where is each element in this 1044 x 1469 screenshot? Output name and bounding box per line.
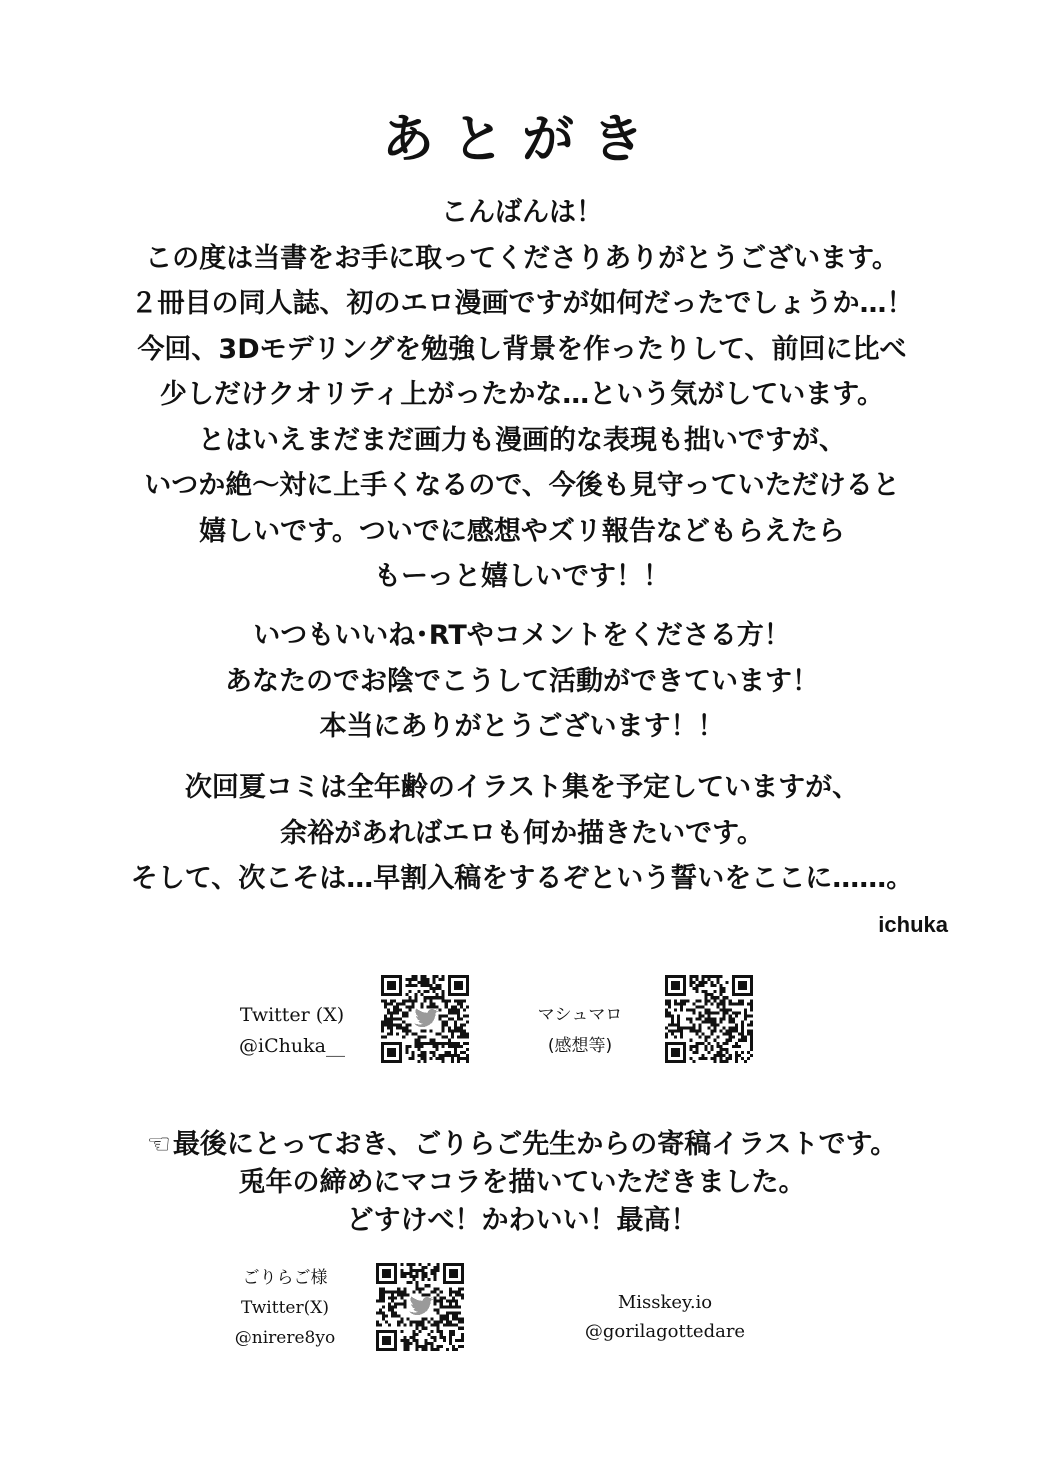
marshmallow-note: (感想等) (547, 1036, 613, 1056)
text-line: 少しだけクオリティ上がったかな…という気がしています。 (159, 379, 885, 410)
text-line: そして、次こそは…早割入稿をするぞという誓いをここに……。 (130, 863, 914, 894)
text-line: ２冊目の同人誌、初のエロ漫画ですが如何だったでしょうか…！ (130, 288, 914, 319)
twitter-link-label (222, 1000, 362, 1062)
text-line: あなたのでお陰でこうして活動ができています！ (225, 665, 819, 697)
twitter-bird-icon (406, 1296, 433, 1317)
misskey-label: Misskey.io (617, 1292, 713, 1313)
marshmallow-qr-code[interactable] (665, 975, 753, 1063)
text-line: どすけべ！かわいい！最高！ (346, 1205, 698, 1236)
footer-message (40, 1126, 1004, 1240)
text-line: 今回、3Dモデリングを勉強し背景を作ったりして、前回に比べ (137, 333, 907, 365)
twitter-bird-icon (411, 1008, 438, 1029)
text-line: いつもいいね･RTやコメントをくださる方！ (253, 620, 791, 651)
paragraph-thanks (40, 613, 1004, 750)
guest-twitter-qr-code[interactable] (376, 1263, 464, 1351)
guest-twitter-handle[interactable]: @nirere8yo (234, 1328, 336, 1348)
twitter-label: Twitter (X) (239, 1004, 345, 1026)
text-line: ☜最後にとっておき、ごりらご先生からの寄稿イラストです。 (146, 1129, 898, 1160)
text-line: 兎年の締めにマコラを描いていただきました。 (238, 1167, 806, 1198)
text-line: もーっと嬉しいです！！ (374, 561, 670, 592)
marshmallow-link-label (530, 1000, 630, 1062)
marshmallow-label: マシュマロ (537, 1005, 623, 1025)
text-line: 嬉しいです。ついでに感想やズリ報告などもらえたら (199, 515, 845, 547)
misskey-handle[interactable]: @gorilagottedare (584, 1321, 746, 1342)
paragraph-greeting (40, 190, 1004, 600)
text-line: 次回夏コミは全年齢のイラスト集を予定していますが、 (184, 772, 860, 803)
text-line: 余裕があればエロも何か描きたいです。 (280, 817, 764, 849)
text-line: とはいえまだまだ画力も漫画的な表現も拙いですが、 (198, 424, 846, 456)
twitter-qr-code[interactable] (381, 975, 469, 1063)
text-line: 本当にありがとうございます！！ (319, 711, 725, 742)
twitter-handle[interactable]: @iChuka__ (239, 1035, 345, 1057)
guest-misskey-label (560, 1288, 770, 1346)
guest-twitter-label-text: Twitter(X) (241, 1298, 329, 1318)
text-line: いつか絶～対に上手くなるので、今後も見守っていただけると (144, 470, 900, 501)
text-line: この度は当書をお手に取ってくださりありがとうございます。 (145, 242, 899, 274)
author-signature: ichuka (878, 912, 948, 937)
paragraph-next (40, 765, 1004, 902)
guest-name: ごりらご様 (242, 1268, 328, 1288)
page-title: あとがき (381, 109, 662, 170)
text-line: こんばんは！ (441, 197, 603, 228)
pointing-hand-icon: ☜ (146, 1129, 171, 1160)
guest-twitter-label (205, 1263, 365, 1353)
